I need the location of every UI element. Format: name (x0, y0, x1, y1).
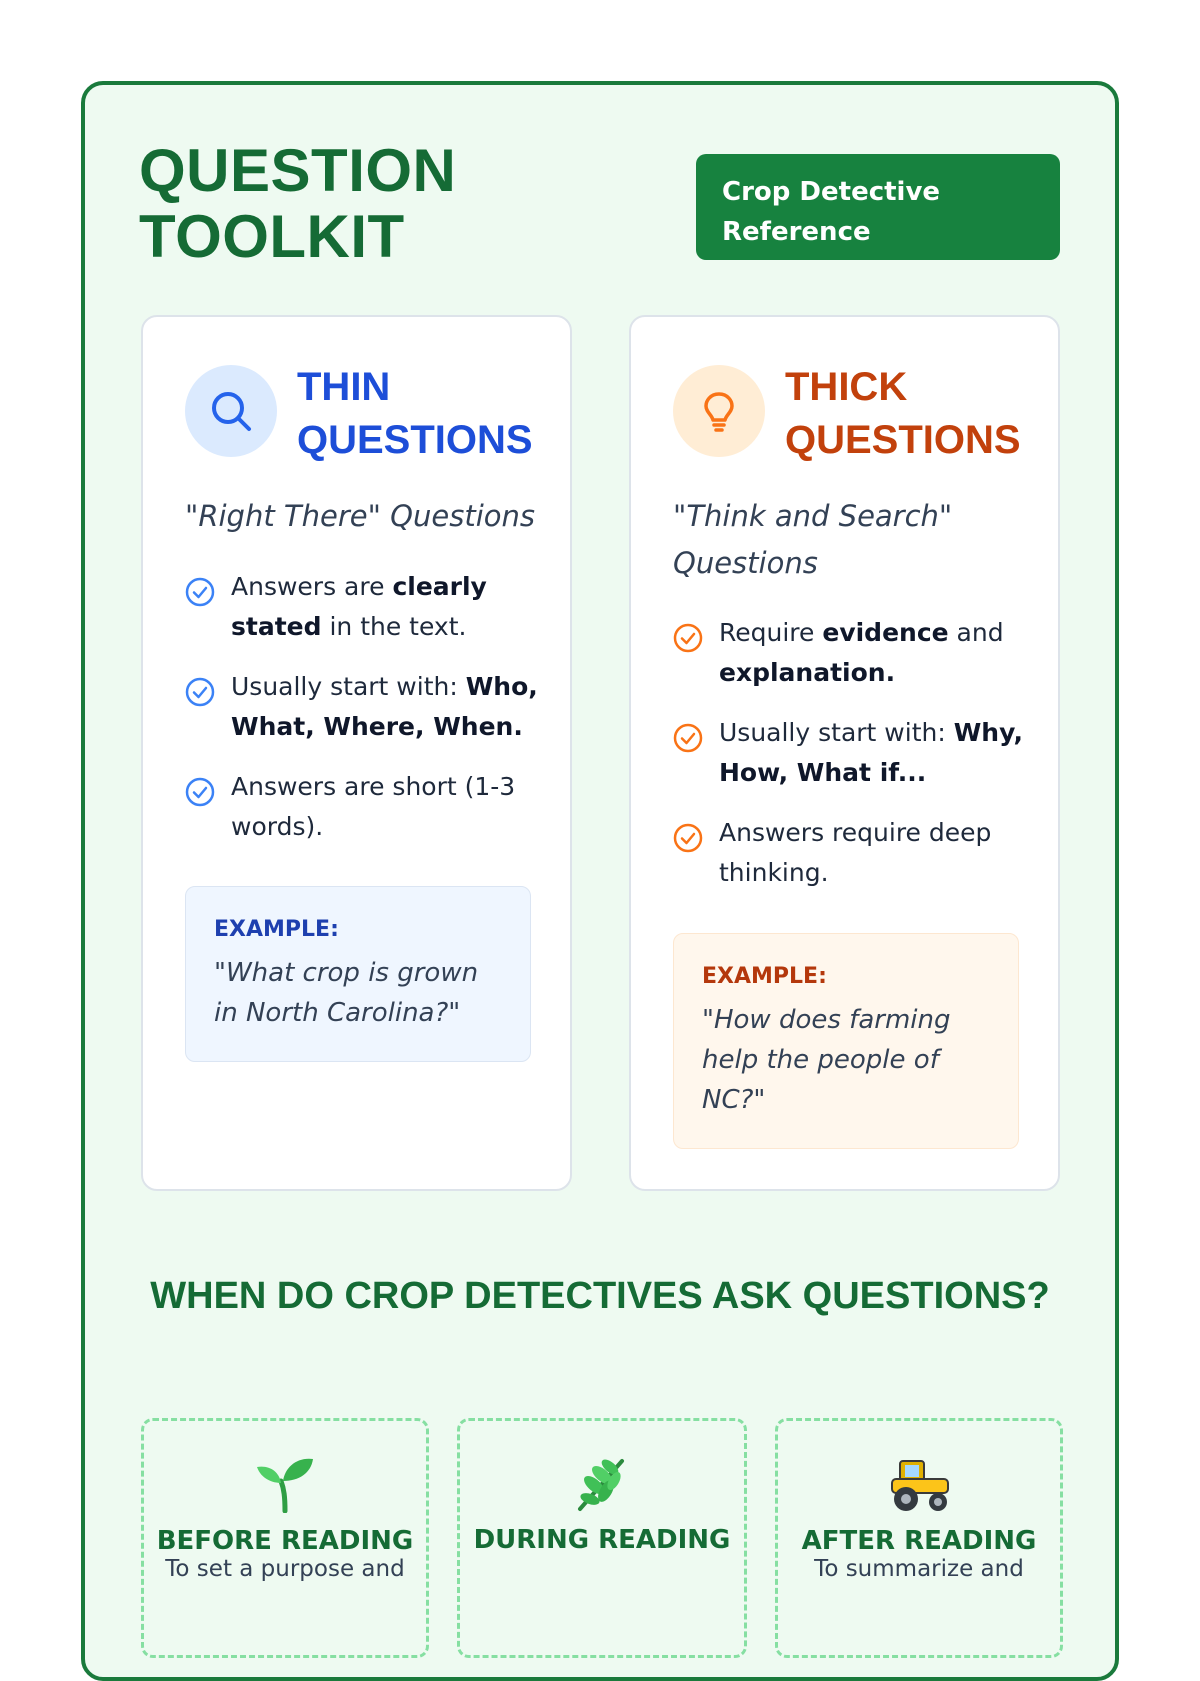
stage-description: To set a purpose and (165, 1556, 405, 1582)
stage-name: DURING READING (473, 1525, 731, 1555)
list-item: Answers are short (1-3 words). (185, 767, 545, 847)
check-circle-icon (673, 823, 703, 853)
page-title: QUESTION TOOLKIT (139, 137, 457, 270)
stage-before-reading (141, 1418, 429, 1658)
list-item: Answers are clearly stated in the text. (185, 567, 545, 647)
thick-example-box (673, 933, 1019, 1149)
thick-title: THICK QUESTIONS (785, 365, 1021, 462)
thick-bullet-list (673, 613, 1033, 913)
check-circle-icon (185, 677, 215, 707)
list-item: Usually start with: Why, How, What if... (673, 713, 1033, 793)
seedling-icon (253, 1453, 317, 1513)
herb-icon (572, 1453, 632, 1513)
thin-example-box (185, 886, 531, 1062)
list-item: Answers require deep thinking. (673, 813, 1033, 893)
stage-name: BEFORE READING (156, 1526, 414, 1556)
stage-description: To summarize and (814, 1556, 1024, 1582)
tractor-icon (886, 1453, 952, 1513)
thin-bullet-list (185, 567, 545, 867)
example-label: EXAMPLE: (214, 917, 339, 942)
list-item: Require evidence and explanation. (673, 613, 1033, 693)
example-quote: "What crop is grown in North Carolina?" (214, 958, 479, 1028)
check-circle-icon (673, 723, 703, 753)
thin-subtitle: "Right There" Questions (185, 499, 535, 533)
check-circle-icon (185, 577, 215, 607)
check-circle-icon (673, 623, 703, 653)
example-label: EXAMPLE: (702, 964, 827, 989)
thick-questions-card (629, 315, 1060, 1191)
check-circle-icon (185, 777, 215, 807)
thin-title: THIN QUESTIONS (297, 365, 533, 462)
thick-subtitle: "Think and Search" Questions (673, 499, 953, 580)
example-quote: "How does farming help the people of NC?" (702, 1005, 951, 1115)
thin-questions-card (141, 315, 572, 1191)
list-item: Usually start with: Who, What, Where, When. (185, 667, 545, 747)
when-section-title: WHEN DO CROP DETECTIVES ASK QUESTIONS? (150, 1275, 1050, 1317)
search-icon (185, 365, 277, 457)
stage-name: AFTER READING (801, 1526, 1037, 1556)
stage-after-reading (775, 1418, 1063, 1658)
reference-badge: Crop Detective Reference (696, 154, 1060, 260)
lightbulb-icon (673, 365, 765, 457)
stage-during-reading (457, 1418, 747, 1658)
